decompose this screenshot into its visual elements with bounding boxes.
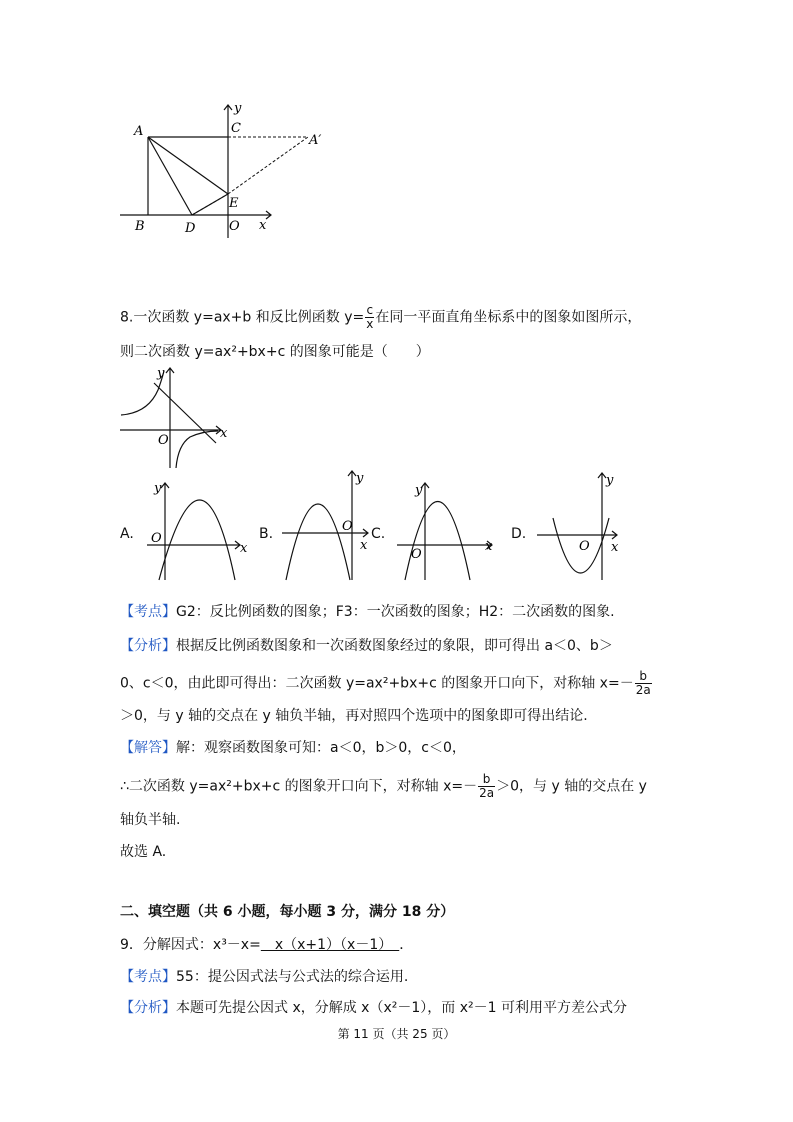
q8-line1 <box>120 304 641 331</box>
kaodian-tag: 【考点】 <box>120 604 176 620</box>
jieda-frac-den: 2a <box>479 786 495 800</box>
fenxi-fraction <box>635 670 652 697</box>
label-o: O <box>229 219 240 234</box>
option-c-label[interactable]: C. <box>371 526 386 542</box>
d-label-y: y <box>606 473 614 488</box>
a-parabola <box>159 500 235 580</box>
q8-line2: 则二次函数 y=ax²+bx+c 的图象可能是（ ） <box>120 344 430 360</box>
given-hyperbola-right <box>176 431 218 468</box>
segment-ad <box>148 137 192 215</box>
segment-da-prime <box>192 194 228 215</box>
b-label-x: x <box>360 538 368 553</box>
c-label-y: y <box>415 483 423 498</box>
a-label-y: y <box>154 481 162 496</box>
b-parabola <box>286 504 350 580</box>
c-label-o: O <box>411 547 422 562</box>
jieda-line1 <box>120 738 466 758</box>
given-label-o: O <box>158 433 169 448</box>
label-e: E <box>229 196 239 211</box>
label-a-prime: A′ <box>309 133 322 148</box>
given-label-y: y <box>157 366 165 381</box>
fenxi-frac-num: b <box>635 670 652 684</box>
fenxi2-line <box>120 998 627 1018</box>
option-a-graph[interactable] <box>145 480 250 585</box>
given-label-x: x <box>220 426 228 441</box>
jieda-fraction <box>478 773 495 800</box>
given-graph <box>118 365 233 470</box>
c-parabola <box>405 502 470 581</box>
jieda-text2-prefix: ∴二次函数 y=ax²+bx+c 的图象开口向下，对称轴 x=－ <box>120 778 478 795</box>
kaodian-line <box>120 602 615 622</box>
fenxi-line3: ＞0，与 y 轴的交点在 y 轴负半轴，再对照四个选项中的图象即可得出结论. <box>120 708 588 724</box>
a-label-x: x <box>240 541 248 556</box>
label-x: x <box>259 218 267 233</box>
fenxi-text2: 0、c＜0，由此即可得出：二次函数 y=ax²+bx+c 的图象开口向下，对称轴 x=－ <box>120 675 634 692</box>
label-a: A <box>134 124 144 139</box>
q8-frac-num: c <box>366 303 374 317</box>
segment-ae <box>148 137 228 194</box>
q9-prefix: 9．分解因式：x³－x= <box>120 937 261 953</box>
fenxi-text1: 根据反比例函数图象和一次函数图象经过的象限，即可得出 a＜0、b＞ <box>176 638 613 654</box>
jieda-tag: 【解答】 <box>120 740 176 756</box>
jieda-line4: 故选 A. <box>120 844 167 860</box>
c-label-x: x <box>485 539 493 554</box>
segment-ea-prime <box>228 137 308 194</box>
q9-suffix: ． <box>399 937 414 953</box>
q8-prefix: 8.一次函数 y=ax+b 和反比例函数 y= <box>120 309 365 326</box>
fenxi-line2 <box>120 670 653 697</box>
option-b-graph[interactable] <box>280 468 375 583</box>
label-b: B <box>135 219 145 234</box>
b-label-o: O <box>342 519 353 534</box>
jieda-frac-num: b <box>478 773 495 787</box>
kaodian2-line <box>120 967 408 987</box>
kaodian-text: G2：反比例函数的图象；F3：一次函数的图象；H2：二次函数的图象. <box>176 604 615 620</box>
q8-frac-den: x <box>366 317 374 331</box>
q8-suffix: 在同一平面直角坐标系中的图象如图所示， <box>375 309 642 326</box>
kaodian2-tag: 【考点】 <box>120 969 176 985</box>
q9-line <box>120 935 413 955</box>
geometry-figure <box>118 100 328 240</box>
a-label-o: O <box>151 531 162 546</box>
option-d-graph[interactable] <box>535 468 625 583</box>
fenxi-line1 <box>120 636 613 656</box>
fenxi2-tag: 【分析】 <box>120 1000 176 1016</box>
option-c-graph[interactable] <box>395 478 500 583</box>
label-c: C <box>231 121 241 136</box>
d-label-x: x <box>611 540 619 555</box>
jieda-line3: 轴负半轴. <box>120 812 181 828</box>
option-a-label[interactable]: A. <box>120 526 134 542</box>
fenxi2-text: 本题可先提公因式 x，分解成 x（x²－1），而 x²－1 可利用平方差公式分 <box>176 1000 627 1016</box>
option-b-label[interactable]: B. <box>259 526 274 542</box>
jieda-line2 <box>120 773 647 800</box>
d-label-o: O <box>579 539 590 554</box>
option-d-label[interactable]: D. <box>511 526 527 542</box>
page-footer: 第 11 页（共 25 页） <box>337 1027 456 1041</box>
section2-title: 二、填空题（共 6 小题，每小题 3 分，满分 18 分） <box>120 904 455 920</box>
fenxi-tag: 【分析】 <box>120 638 176 654</box>
q9-answer: x（x+1）（x－1） <box>260 937 400 953</box>
b-label-y: y <box>356 471 364 486</box>
jieda-text2-suffix: ＞0，与 y 轴的交点在 y <box>496 778 647 795</box>
label-d: D <box>185 221 196 236</box>
q8-fraction <box>365 304 374 331</box>
fenxi-frac-den: 2a <box>635 683 651 697</box>
label-y: y <box>234 101 242 116</box>
jieda-text1: 解：观察函数图象可知：a＜0，b＞0，c＜0， <box>176 740 466 756</box>
kaodian2-text: 55：提公因式法与公式法的综合运用. <box>176 969 409 985</box>
